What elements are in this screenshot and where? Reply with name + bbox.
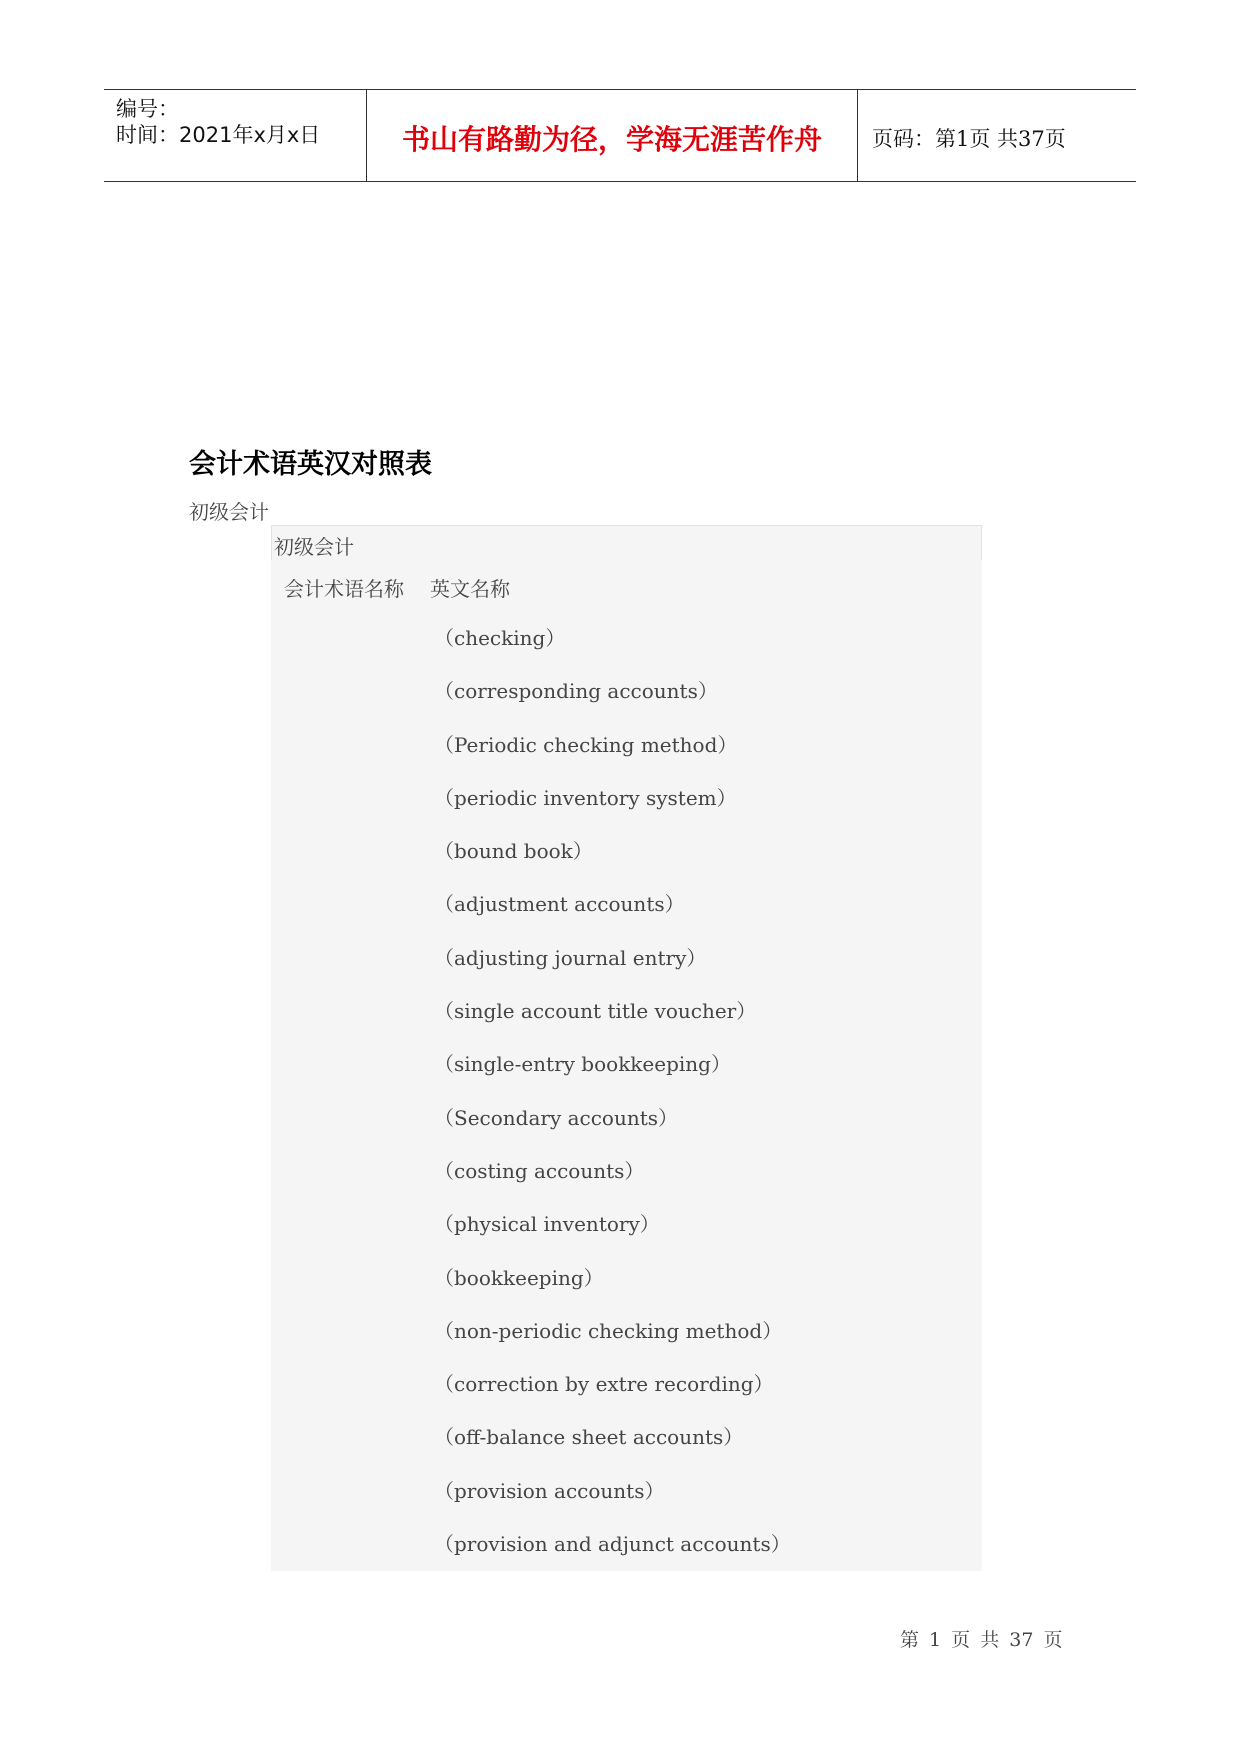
term-table-heading: 初级会计 — [274, 535, 354, 559]
term-item: （corresponding accounts） — [434, 679, 718, 704]
header-right-cell — [858, 90, 1136, 181]
term-list — [434, 626, 791, 1585]
header-motto: 书山有路勤为径，学海无涯苦作舟 — [401, 123, 822, 156]
term-table-heading-frame — [271, 525, 982, 560]
header-mid-cell — [367, 90, 858, 181]
term-item: （adjustment accounts） — [434, 892, 685, 917]
header-left-cell — [104, 90, 367, 181]
term-item: （Periodic checking method） — [434, 732, 738, 757]
term-item: （bound book） — [434, 839, 593, 864]
term-item: （bookkeeping） — [434, 1265, 604, 1290]
column-header-english: 英文名称 — [430, 577, 510, 601]
number-label: 编号： — [116, 97, 179, 121]
term-item: （non-periodic checking method） — [434, 1318, 783, 1343]
term-item: （provision and adjunct accounts） — [434, 1532, 791, 1557]
term-item: （correction by extre recording） — [434, 1372, 774, 1397]
term-item: （periodic inventory system） — [434, 785, 737, 810]
term-item: （physical inventory） — [434, 1212, 660, 1237]
term-item: （provision accounts） — [434, 1478, 665, 1503]
page-footer: 第 1 页 共 37 页 — [900, 1629, 1063, 1651]
header-page-info: 页码：第1页 共37页 — [872, 127, 1066, 151]
date-line: 时间：2021年x月x日 — [116, 123, 321, 147]
term-item: （single-entry bookkeeping） — [434, 1052, 731, 1077]
page-header — [104, 89, 1136, 182]
column-header-chinese: 会计术语名称 — [284, 577, 404, 601]
term-item: （adjusting journal entry） — [434, 945, 707, 970]
term-item: （single account title voucher） — [434, 999, 757, 1024]
term-item: （costing accounts） — [434, 1158, 645, 1183]
term-item: （off-balance sheet accounts） — [434, 1425, 744, 1450]
term-item: （checking） — [434, 626, 566, 650]
term-item: （Secondary accounts） — [434, 1105, 679, 1130]
section-label: 初级会计 — [189, 500, 269, 524]
document-title: 会计术语英汉对照表 — [189, 449, 432, 480]
